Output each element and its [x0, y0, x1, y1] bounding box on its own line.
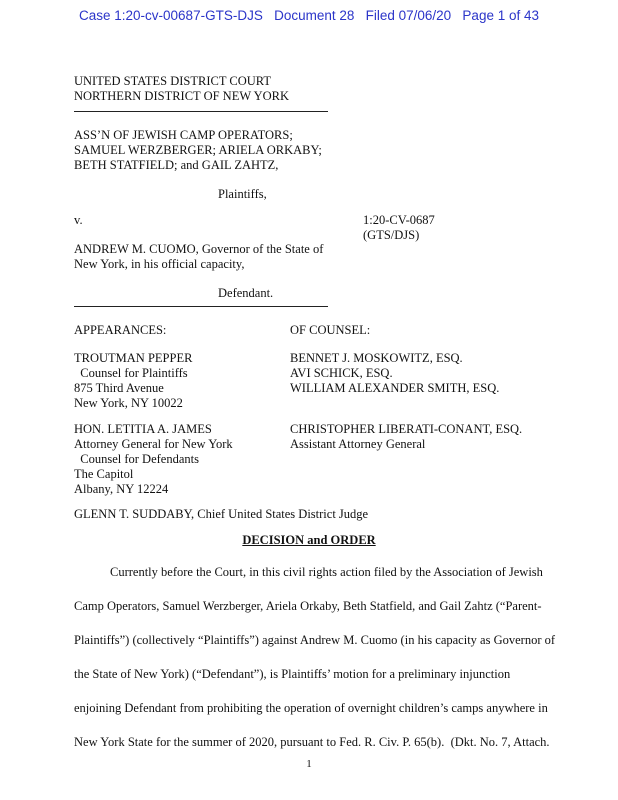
plaintiffs-line: BETH STATFIELD; and GAIL ZAHTZ,: [74, 158, 279, 172]
counsel-line: AVI SCHICK, ESQ.: [290, 366, 393, 380]
document-title: DECISION and ORDER: [242, 533, 376, 547]
judge-line: GLENN T. SUDDABY, Chief United States District Judge: [74, 507, 369, 521]
body-text-line: enjoining Defendant from prohibiting the operation of overnight children’s camps anywhere in: [74, 701, 548, 715]
firm-line: 875 Third Avenue: [74, 381, 164, 395]
page-number: 1: [306, 758, 312, 770]
caption-divider-bottom: [74, 306, 328, 307]
of-counsel-heading: OF COUNSEL:: [290, 323, 371, 337]
counsel-line: Assistant Attorney General: [290, 437, 426, 451]
firm-line: TROUTMAN PEPPER: [74, 351, 193, 365]
firm-line: Albany, NY 12224: [74, 482, 169, 496]
body-text-line: Camp Operators, Samuel Werzberger, Ariela Orkaby, Beth Statfield, and Gail Zahtz (“Parent-: [74, 599, 542, 613]
plaintiffs-label: Plaintiffs,: [218, 187, 267, 201]
firm-line: The Capitol: [74, 467, 134, 481]
firm-line: Attorney General for New York: [74, 437, 233, 451]
case-number: 1:20-CV-0687: [363, 213, 435, 227]
caption-divider-top: [74, 111, 328, 112]
versus-label: v.: [74, 213, 83, 227]
defendant-label: Defendant.: [218, 286, 274, 300]
defendant-line: ANDREW M. CUOMO, Governor of the State of: [74, 242, 324, 256]
counsel-line: CHRISTOPHER LIBERATI-CONANT, ESQ.: [290, 422, 523, 436]
court-name-line2: NORTHERN DISTRICT OF NEW YORK: [74, 89, 289, 103]
body-text-line: New York State for the summer of 2020, pursuant to Fed. R. Civ. P. 65(b). (Dkt. No. 7, Attach.: [74, 735, 550, 749]
firm-line: New York, NY 10022: [74, 396, 183, 410]
firm-line: Counsel for Plaintiffs: [74, 366, 188, 380]
firm-line: HON. LETITIA A. JAMES: [74, 422, 212, 436]
counsel-line: BENNET J. MOSKOWITZ, ESQ.: [290, 351, 463, 365]
defendant-line: New York, in his official capacity,: [74, 257, 245, 271]
judge-initials: (GTS/DJS): [363, 228, 420, 242]
firm-line: Counsel for Defendants: [74, 452, 199, 466]
body-text-line: the State of New York) (“Defendant”), is Plaintiffs’ motion for a preliminary injunction: [74, 667, 511, 681]
body-text-line: Currently before the Court, in this civil rights action filed by the Association of Jewish: [110, 565, 543, 579]
body-text-line: Plaintiffs”) (collectively “Plaintiffs”) against Andrew M. Cuomo (in his capacity as Governor of: [74, 633, 556, 647]
counsel-line: WILLIAM ALEXANDER SMITH, ESQ.: [290, 381, 500, 395]
court-name-line1: UNITED STATES DISTRICT COURT: [74, 74, 271, 88]
plaintiffs-line: SAMUEL WERZBERGER; ARIELA ORKABY;: [74, 143, 322, 157]
case-header-stamp: Case 1:20-cv-00687-GTS-DJS Document 28 Filed 07/06/20 Page 1 of 43: [79, 8, 539, 23]
appearances-heading: APPEARANCES:: [74, 323, 167, 337]
plaintiffs-line: ASS’N OF JEWISH CAMP OPERATORS;: [74, 128, 293, 142]
